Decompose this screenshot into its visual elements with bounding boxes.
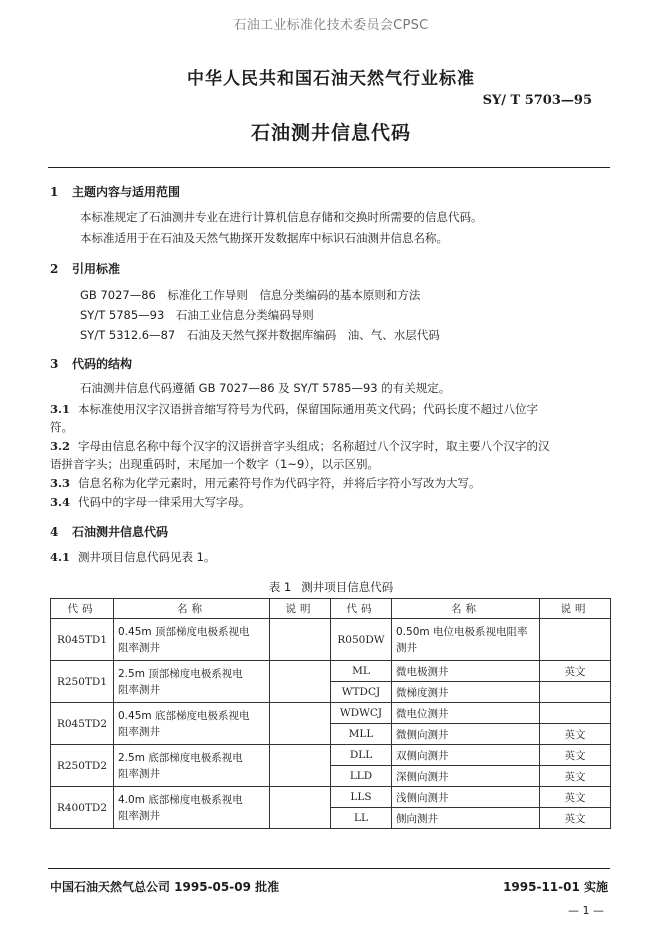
name-cell: 深侧向测井 — [392, 766, 540, 787]
name-cell: 微梯度测井 — [392, 682, 540, 703]
section-number: 3 — [50, 357, 59, 371]
code-cell: LLS — [331, 787, 392, 808]
reference-item: GB 7027—86 标准化工作导则 信息分类编码的基本原则和方法 — [80, 288, 421, 302]
note-cell — [540, 682, 611, 703]
note-cell: 英文 — [540, 661, 611, 682]
table-caption — [0, 579, 662, 595]
code-cell: LLD — [331, 766, 392, 787]
clause-3-2 — [50, 438, 550, 454]
clause-text: 本标准使用汉字汉语拼音缩写符号为代码，保留国际通用英文代码；代码长度不超过八位字 — [78, 402, 538, 416]
section-number: 1 — [50, 185, 59, 199]
clause-number: 3.3 — [50, 476, 71, 490]
code-cell: WTDCJ — [331, 682, 392, 703]
standard-title: 中华人民共和国石油天然气行业标准 — [187, 69, 475, 89]
table-row — [51, 787, 611, 808]
header-note: 说明 — [540, 599, 611, 619]
clause-text: 测井项目信息代码见表 1。 — [78, 550, 216, 564]
table-header-row — [51, 599, 611, 619]
name-cell: 双侧向测井 — [392, 745, 540, 766]
name-cell — [114, 619, 270, 661]
table-row — [51, 619, 611, 640]
section-1-heading — [50, 183, 180, 200]
note-cell — [540, 619, 611, 661]
document-title: 石油测井信息代码 — [250, 122, 411, 144]
watermark: 石油工业标准化技术委员会CPSC — [233, 18, 429, 33]
paragraph: 本标准规定了石油测井专业在进行计算机信息存储和交换时所需要的信息代码。 — [80, 210, 483, 224]
code-cell: MLL — [331, 724, 392, 745]
name-line: 4.0m 底部梯度电极系视电 — [118, 793, 243, 806]
name-line: 阻率测井 — [118, 641, 160, 654]
header-code: 代码 — [51, 599, 114, 619]
header-name: 名称 — [114, 599, 270, 619]
name-line: 阻率测井 — [118, 683, 160, 696]
clause-4-1 — [50, 549, 215, 565]
note-cell — [270, 703, 331, 745]
footer-rule — [48, 868, 610, 869]
code-cell: R045TD1 — [51, 619, 114, 661]
clause-3-1 — [50, 401, 538, 417]
section-title: 引用标准 — [72, 262, 121, 276]
table-title: 测井项目信息代码 — [301, 580, 394, 594]
code-table — [50, 598, 611, 829]
name-cell: 微电极测井 — [392, 661, 540, 682]
table-row — [51, 745, 611, 766]
paragraph: 本标准适用于在石油及天然气勘探开发数据库中标识石油测井信息名称。 — [80, 231, 448, 245]
name-cell — [114, 661, 270, 703]
header-note: 说明 — [270, 599, 331, 619]
name-line: 0.50m 电位电极系视电阻率 — [396, 625, 528, 638]
section-title: 石油测井信息代码 — [72, 525, 169, 539]
clause-number: 3.1 — [50, 402, 71, 416]
section-title: 主题内容与适用范围 — [72, 185, 181, 199]
section-title: 代码的结构 — [72, 357, 133, 371]
note-cell: 英文 — [540, 808, 611, 829]
clause-text: 字母由信息名称中每个汉字的汉语拼音字头组成；名称超过八个汉字时，取主要八个汉字的汉 — [78, 439, 550, 453]
name-cell: 侧向测井 — [392, 808, 540, 829]
note-cell — [270, 619, 331, 661]
clause-number: 3.2 — [50, 439, 71, 453]
table-row — [51, 661, 611, 682]
name-line: 阻率测井 — [118, 725, 160, 738]
header-name: 名称 — [392, 599, 540, 619]
name-cell: 微侧向测井 — [392, 724, 540, 745]
reference-item: SY/T 5785—93 石油工业信息分类编码导则 — [80, 308, 314, 322]
name-cell — [114, 703, 270, 745]
effective-date: 1995-11-01 实施 — [503, 880, 608, 894]
note-cell: 英文 — [540, 787, 611, 808]
note-cell: 英文 — [540, 766, 611, 787]
code-cell: R050DW — [331, 619, 392, 661]
name-cell — [114, 787, 270, 829]
name-cell — [392, 619, 540, 661]
header-rule — [48, 167, 610, 168]
section-number: 4 — [50, 525, 59, 539]
code-cell: ML — [331, 661, 392, 682]
code-cell: R250TD2 — [51, 745, 114, 787]
clause-text: 信息名称为化学元素时，用元素符号作为代码字符，并将后字符小写改为大写。 — [78, 476, 481, 490]
clause-3-4 — [50, 494, 251, 510]
clause-number: 4.1 — [50, 550, 71, 564]
code-cell: R400TD2 — [51, 787, 114, 829]
name-line: 2.5m 顶部梯度电极系视电 — [118, 667, 243, 680]
standard-code: SY/ T 5703—95 — [482, 93, 592, 108]
clause-continuation: 语拼音字头；出现重码时，末尾加一个数字（1~9），以示区别。 — [50, 457, 380, 471]
header-code: 代码 — [331, 599, 392, 619]
code-cell: WDWCJ — [331, 703, 392, 724]
name-line: 0.45m 底部梯度电极系视电 — [118, 709, 250, 722]
code-cell: LL — [331, 808, 392, 829]
note-cell — [270, 661, 331, 703]
issuer-approval: 中国石油天然气总公司 1995-05-09 批准 — [50, 880, 280, 894]
note-cell — [270, 745, 331, 787]
name-line: 0.45m 顶部梯度电极系视电 — [118, 625, 250, 638]
section-4-heading — [50, 523, 168, 540]
name-cell — [114, 745, 270, 787]
page-number: — 1 — — [568, 904, 604, 917]
name-cell: 微电位测井 — [392, 703, 540, 724]
note-cell: 英文 — [540, 724, 611, 745]
name-cell: 浅侧向测井 — [392, 787, 540, 808]
note-cell — [270, 787, 331, 829]
code-cell: DLL — [331, 745, 392, 766]
table-number: 表 1 — [268, 580, 292, 594]
section-2-heading — [50, 260, 120, 277]
clause-continuation: 符。 — [50, 420, 73, 434]
note-cell — [540, 703, 611, 724]
clause-text: 代码中的字母一律采用大写字母。 — [78, 495, 251, 509]
clause-3-3 — [50, 475, 481, 491]
name-line: 阻率测井 — [118, 767, 160, 780]
section-3-heading — [50, 355, 132, 372]
clause-number: 3.4 — [50, 495, 71, 509]
name-line: 2.5m 底部梯度电极系视电 — [118, 751, 243, 764]
reference-item: SY/T 5312.6—87 石油及天然气探井数据库编码 油、气、水层代码 — [80, 328, 440, 342]
note-cell: 英文 — [540, 745, 611, 766]
code-cell: R250TD1 — [51, 661, 114, 703]
code-cell: R045TD2 — [51, 703, 114, 745]
name-line: 测井 — [396, 641, 417, 654]
table-row — [51, 703, 611, 724]
paragraph: 石油测井信息代码遵循 GB 7027—86 及 SY/T 5785—93 的有关规定。 — [80, 381, 451, 395]
section-number: 2 — [50, 262, 59, 276]
name-line: 阻率测井 — [118, 809, 160, 822]
